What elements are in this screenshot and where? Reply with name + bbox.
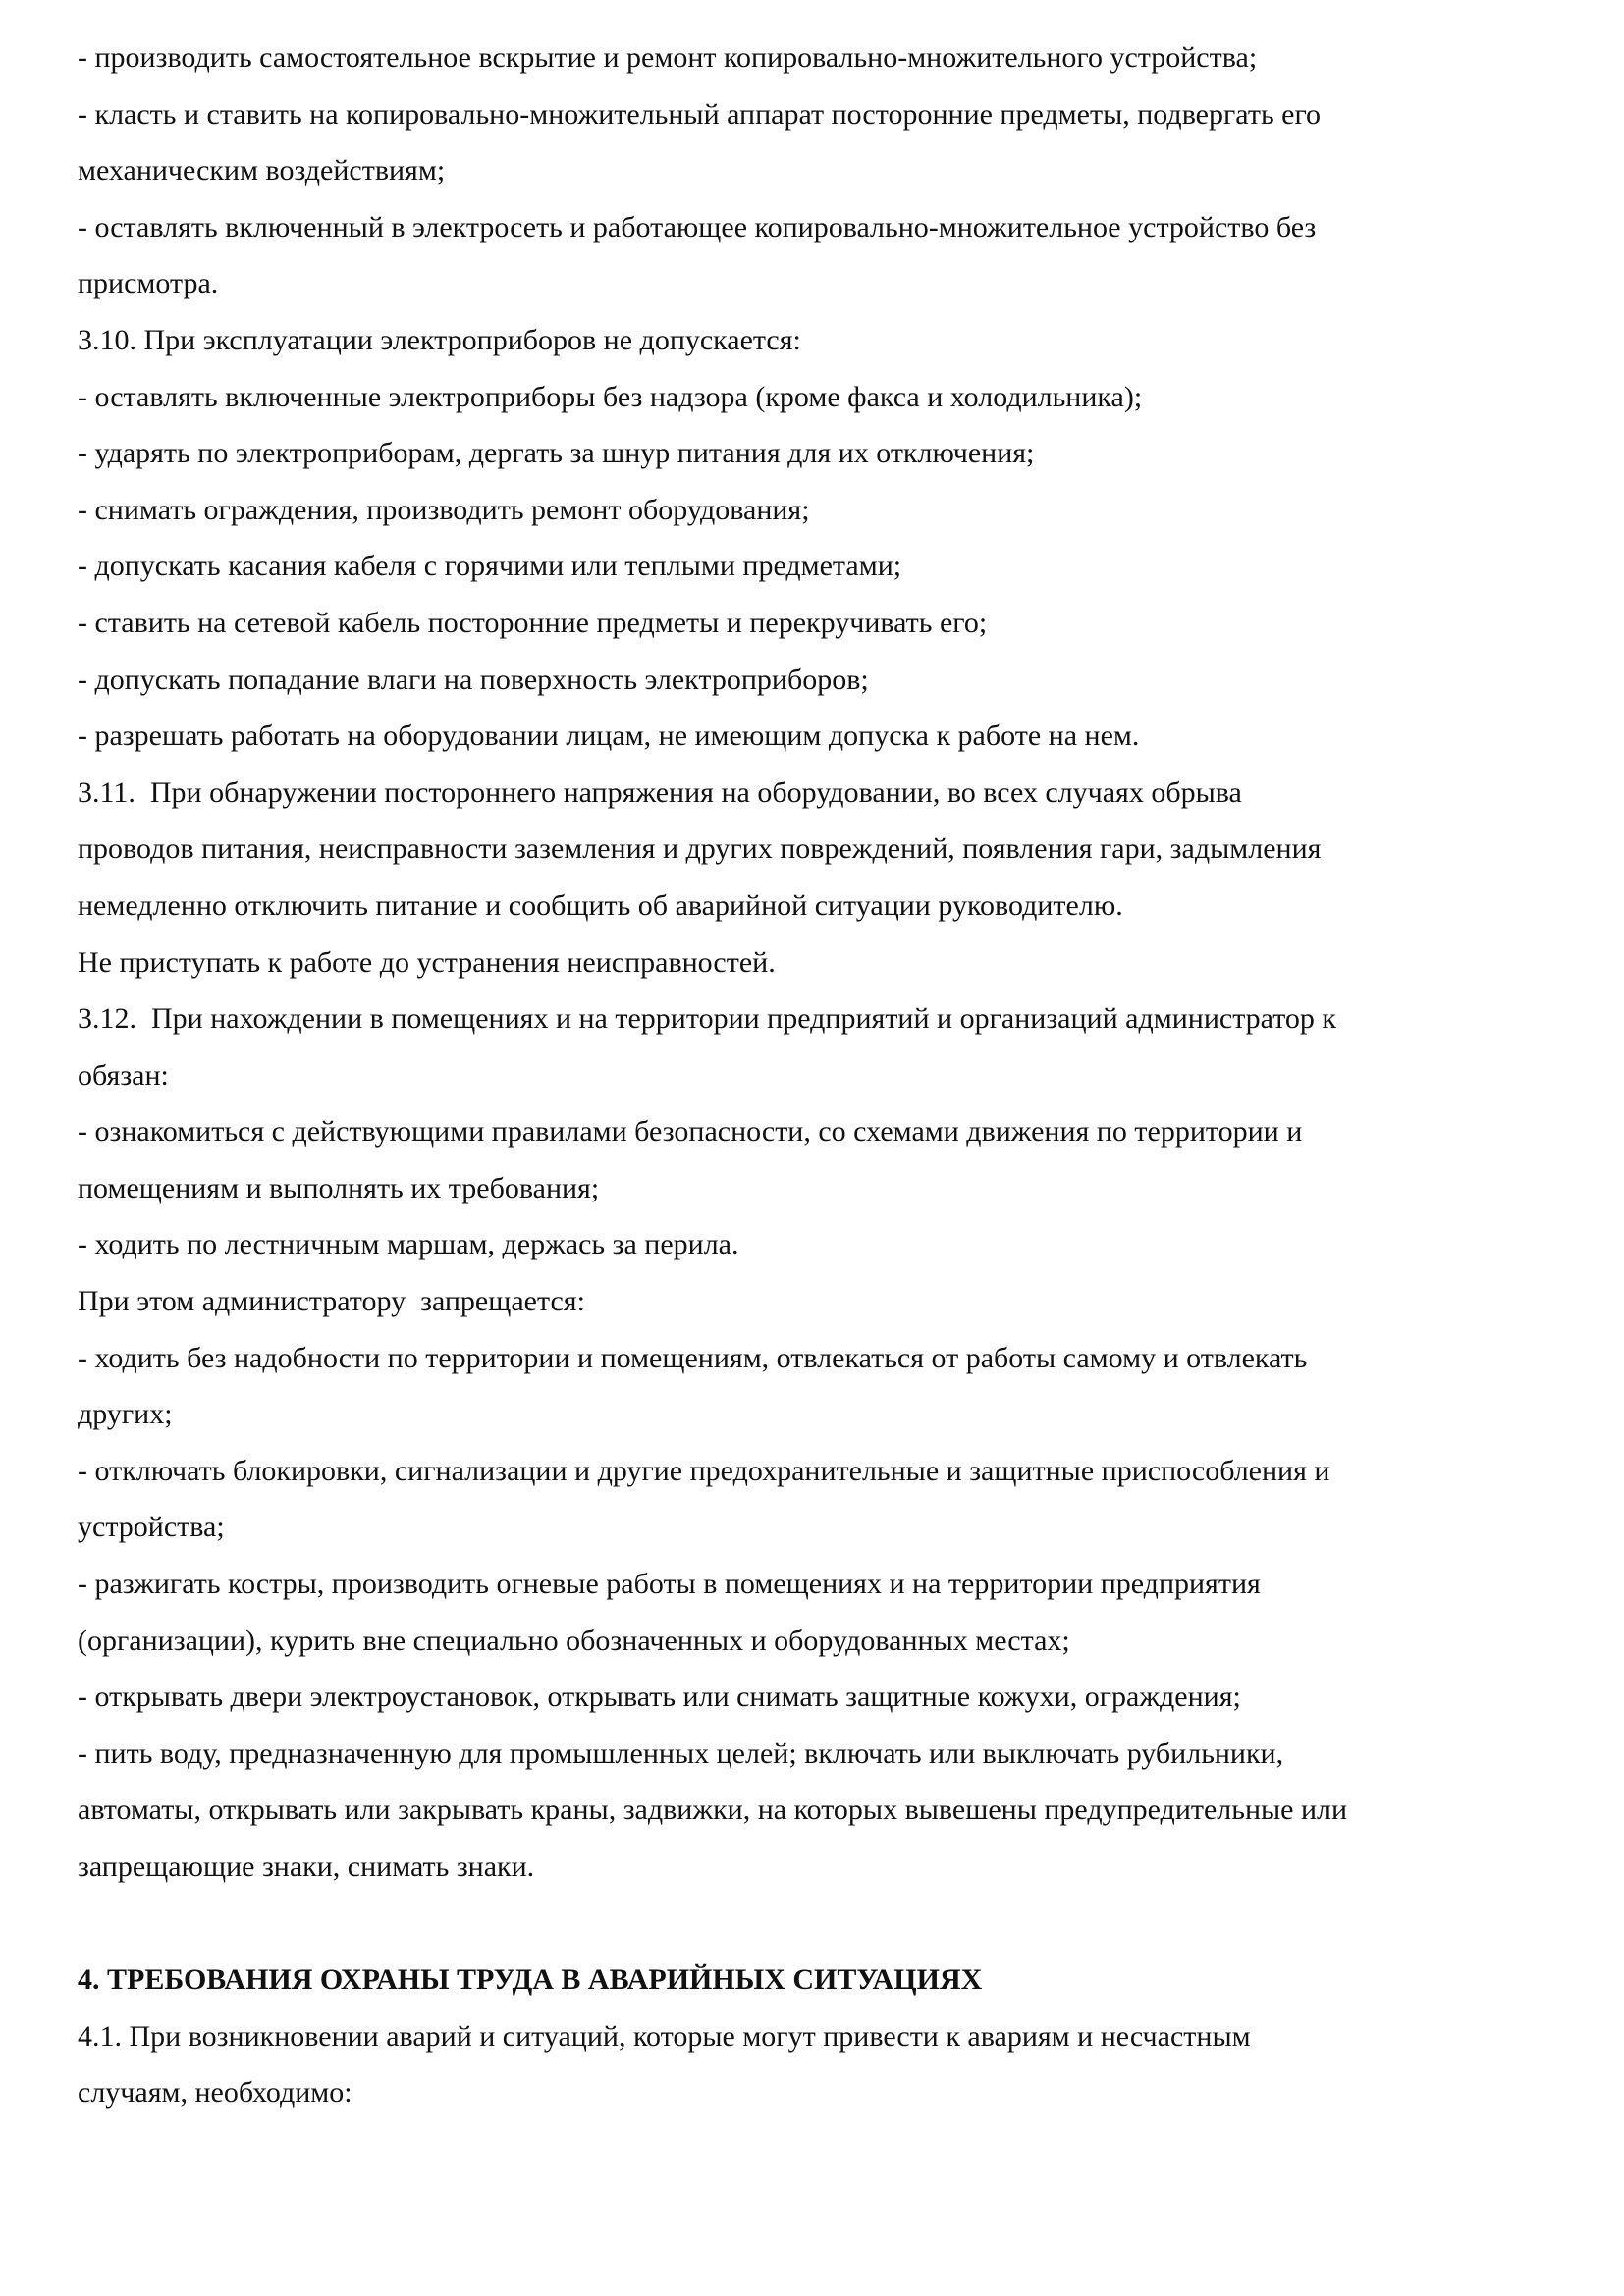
- text-line: случаям, необходимо:: [78, 2076, 352, 2109]
- text-line: присмотра.: [78, 267, 219, 300]
- text-line: - ударять по электроприборам, дергать за шнур питания для их отключения;: [78, 437, 1035, 470]
- text-line: 4.1. При возникновении аварий и ситуаций, которые могут привести к авариям и несчастным: [78, 2019, 1251, 2053]
- text-line: - ставить на сетевой кабель посторонние предметы и перекручивать его;: [78, 606, 988, 639]
- text-line: - класть и ставить на копировально-множительный аппарат посторонние предметы, подвергать его: [78, 97, 1322, 131]
- text-line: механическим воздействиям;: [78, 154, 446, 187]
- document-body: [78, 38, 1550, 2130]
- text-line: устройства;: [78, 1511, 225, 1544]
- text-line: - оставлять включенные электроприборы без надзора (кроме факса и холодильника);: [78, 380, 1143, 413]
- text-line: - разжигать костры, производить огневые работы в помещениях и на территории предприятия: [78, 1568, 1261, 1601]
- section-4-heading: 4. ТРЕБОВАНИЯ ОХРАНЫ ТРУДА В АВАРИЙНЫХ СИТУАЦИЯХ: [78, 1963, 983, 1997]
- text-line: - отключать блокировки, сигнализации и другие предохранительные и защитные приспособления и: [78, 1454, 1330, 1487]
- text-line: (организации), курить вне специально обозначенных и оборудованных местах;: [78, 1624, 1070, 1657]
- text-line: автоматы, открывать или закрывать краны, задвижки, на которых вывешены предупредительные или: [78, 1793, 1348, 1827]
- text-line: обязан:: [78, 1058, 169, 1092]
- text-line: - допускать попадание влаги на поверхность электроприборов;: [78, 663, 869, 696]
- text-line: - ходить без надобности по территории и помещениям, отвлекаться от работы самому и отвлекать: [78, 1341, 1308, 1374]
- text-line: - ознакомиться с действующими правилами безопасности, со схемами движения по территории и: [78, 1115, 1303, 1148]
- text-line: - допускать касания кабеля с горячими или теплыми предметами;: [78, 550, 902, 583]
- section-spacer: [78, 1904, 1550, 1961]
- section-4-body: [78, 2017, 1550, 2130]
- text-line: 3.12. При нахождении в помещениях и на территории предприятий и организаций администратор к: [78, 1002, 1337, 1036]
- text-line: немедленно отключить питание и сообщить об аварийной ситуации руководителю.: [78, 888, 1123, 922]
- text-line: При этом администратору запрещается:: [78, 1285, 585, 1318]
- text-line: - ходить по лестничным маршам, держась за перила.: [78, 1228, 739, 1261]
- text-line: помещениям и выполнять их требования;: [78, 1171, 600, 1204]
- text-line: - пить воду, предназначенную для промышленных целей; включать или выключать рубильники,: [78, 1736, 1284, 1770]
- text-line: - производить самостоятельное вскрытие и ремонт копировально-множительного устройства;: [78, 41, 1258, 74]
- text-line: - разрешать работать на оборудовании лицам, не имеющим допуска к работе на нем.: [78, 720, 1140, 753]
- text-line: 3.11. При обнаружении постороннего напряжения на оборудовании, во всех случаях обрыва: [78, 775, 1242, 809]
- text-line: - снимать ограждения, производить ремонт оборудования;: [78, 493, 810, 526]
- text-line: - открывать двери электроустановок, открывать или снимать защитные кожухи, ограждения;: [78, 1681, 1241, 1714]
- text-line: проводов питания, неисправности заземления и других повреждений, появления гари, задымления: [78, 832, 1322, 866]
- text-line: 3.10. При эксплуатации электроприборов не допускается:: [78, 323, 801, 356]
- text-line: Не приступать к работе до устранения неисправностей.: [78, 945, 776, 979]
- text-line: - оставлять включенный в электросеть и работающее копировально-множительное устройство без: [78, 210, 1317, 243]
- text-line: запрещающие знаки, снимать знаки.: [78, 1850, 535, 1883]
- section-3-continued: [78, 38, 1550, 1904]
- text-line: других;: [78, 1398, 173, 1431]
